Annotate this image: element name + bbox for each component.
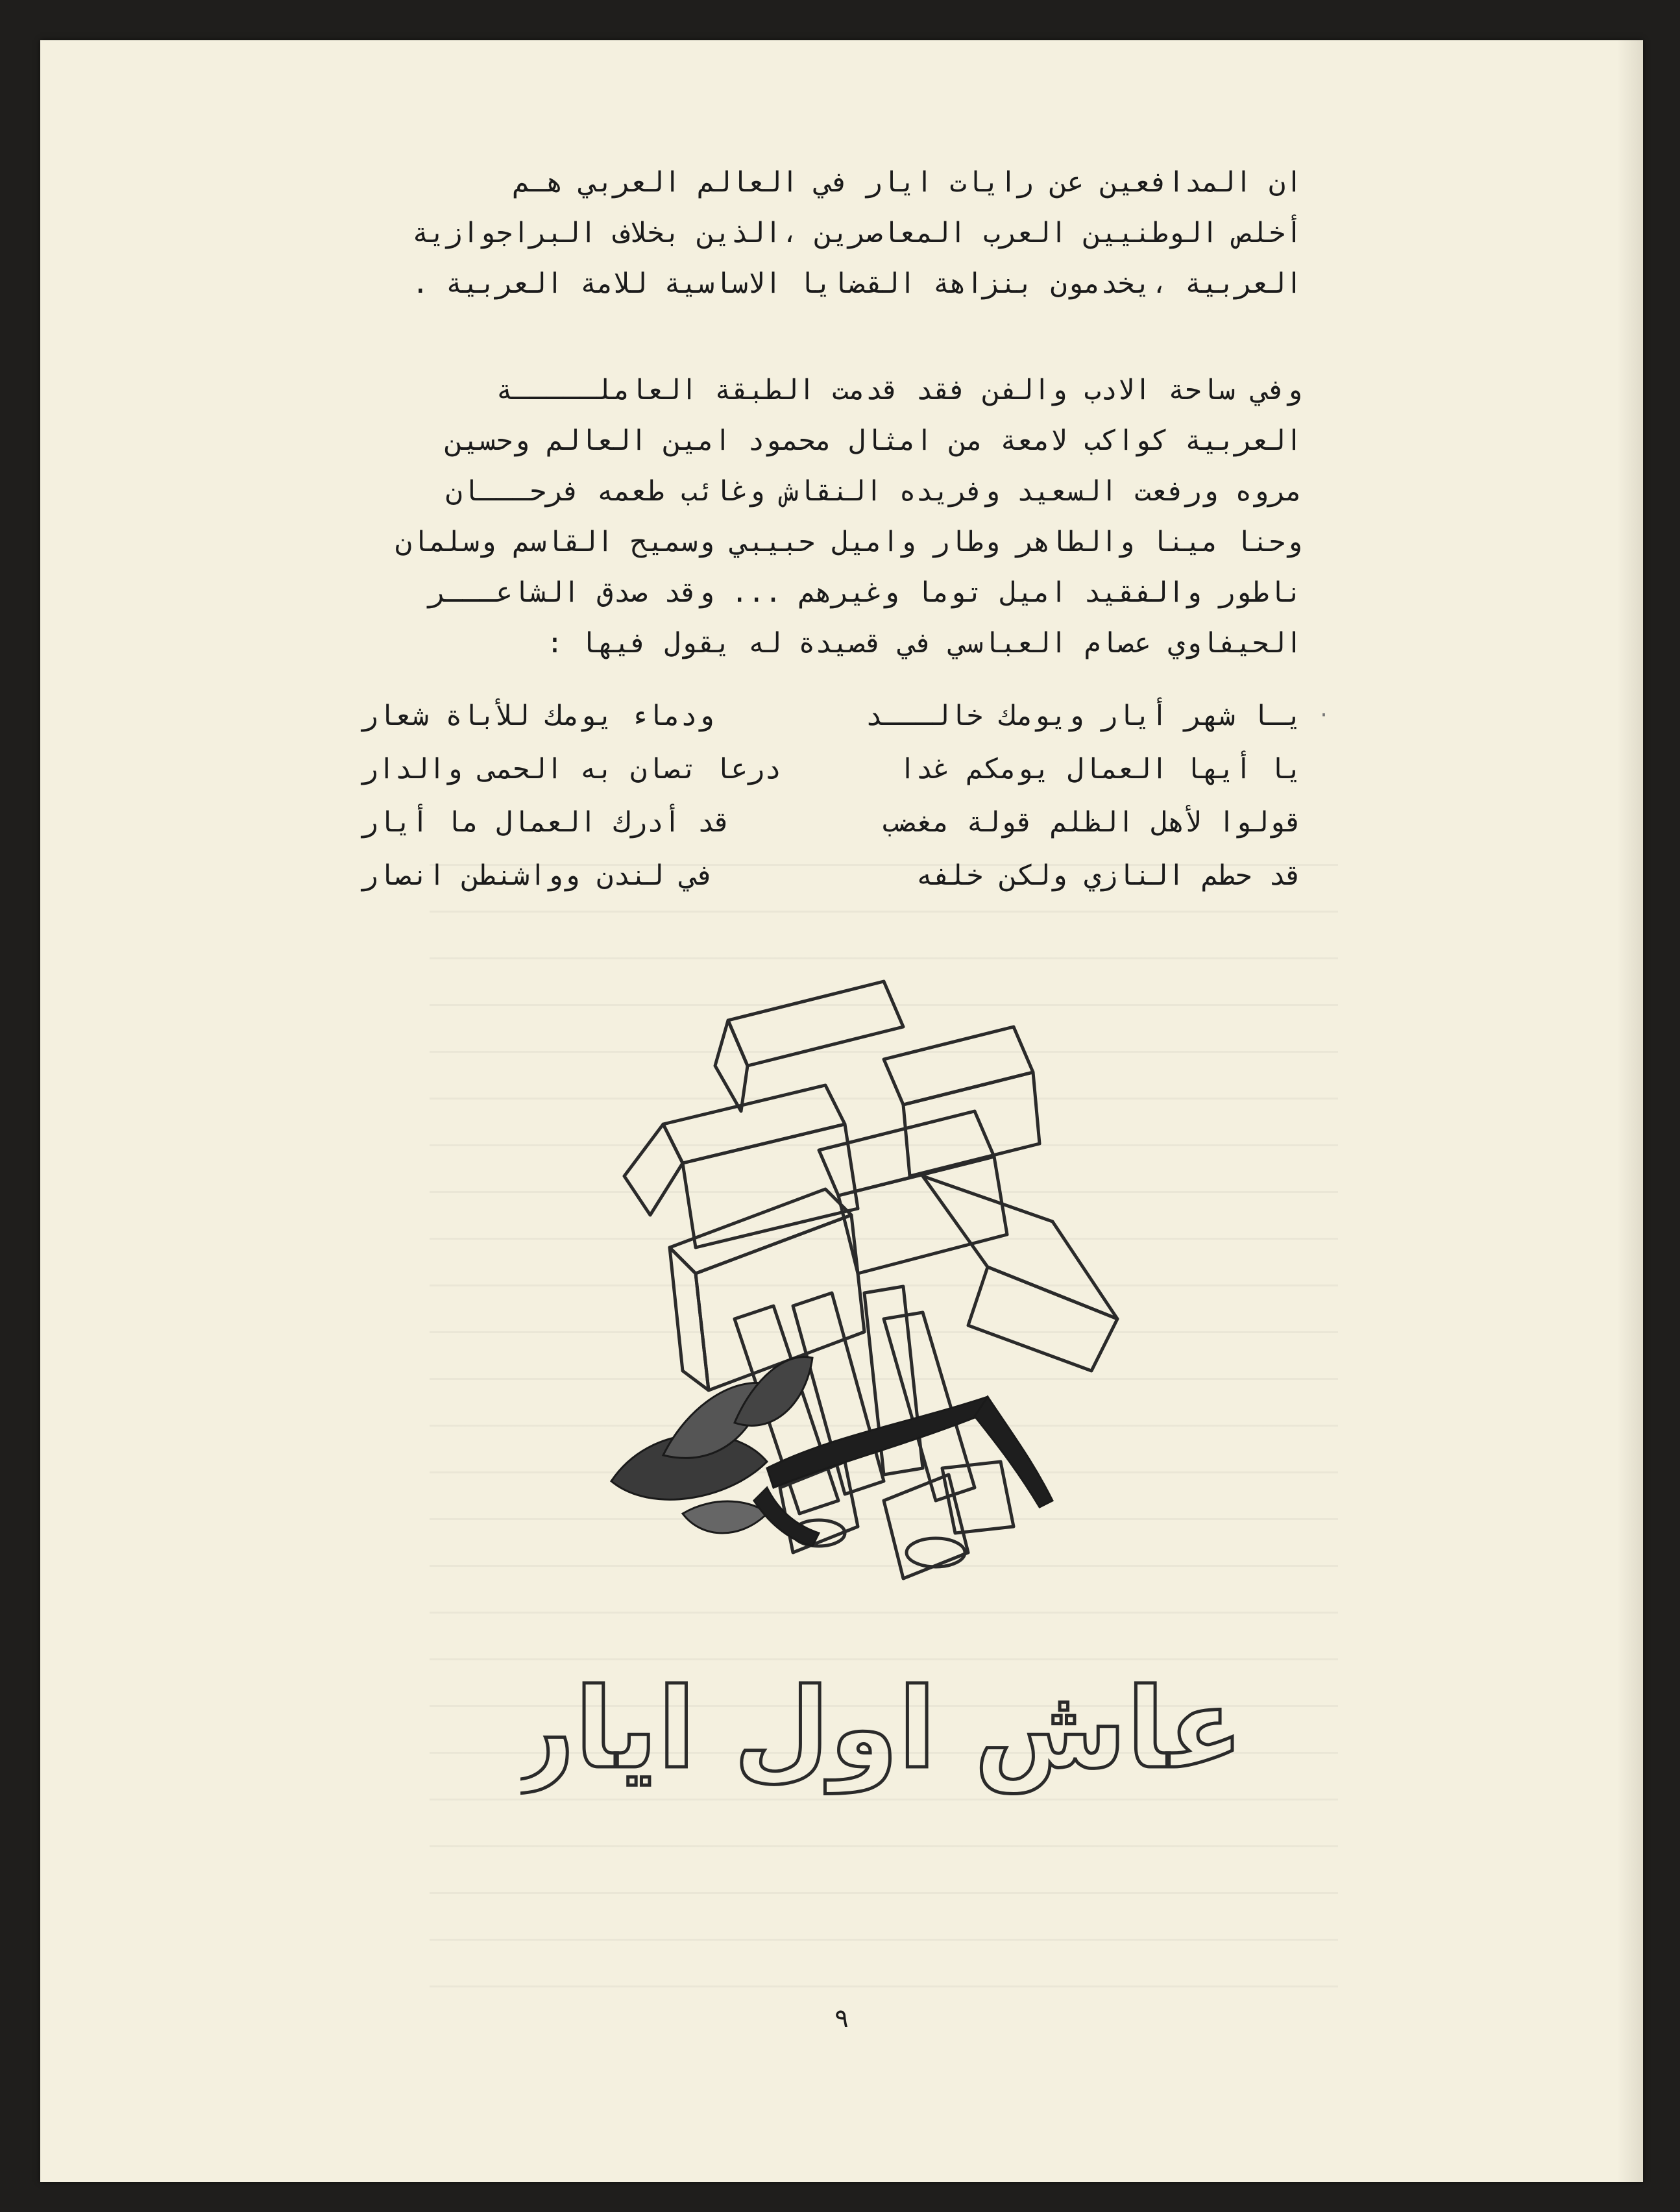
paragraph-line: الحيفاوي عصام العباسي في قصيدة له يقول فيها : — [546, 627, 1302, 659]
paragraph-1 — [361, 157, 1302, 309]
paragraph-line: ان المدافعين عن رايات ايار في العالم العربي هـم — [513, 166, 1302, 199]
paragraph-line: وفي ساحة الادب والفن فقد قدمت الطبقة العاملـــــة — [496, 374, 1302, 406]
paragraph-line: العربية ،يخدمون بنزاهة القضايا الاساسية للامة العربية . — [411, 267, 1302, 300]
paragraph-2 — [361, 365, 1302, 669]
bundle-of-scrolls-and-bricks-with-leaves-icon — [520, 929, 1234, 1838]
verse-first-hemistich: قولوا لأهل الظلم قولة مغضب — [882, 806, 1302, 839]
verse-first-hemistich: يـا شهر أيار ويومك خالـــد — [865, 700, 1302, 732]
verse-second-hemistich: في لندن وواشنطن انصار — [361, 859, 714, 892]
poem-verse — [361, 796, 1302, 849]
paragraph-line: وحنا مينا والطاهر وطار واميل حبيبي وسميح القاسم وسلمان — [395, 526, 1302, 558]
may-day-illustration — [520, 929, 1234, 1838]
verse-first-hemistich: يا أيها العمال يومكم غدا — [899, 753, 1302, 785]
document-page — [40, 40, 1643, 2182]
paragraph-line: أخلص الوطنيين العرب المعاصرين ،الذين بخلاف البراجوازية — [411, 217, 1302, 249]
caption-calligraphy: عاش اول ايار — [520, 1665, 1234, 1793]
verse-first-hemistich: قد حطم النازي ولكن خلفه — [916, 859, 1302, 892]
verse-second-hemistich: قد أدرك العمال ما أيار — [361, 806, 731, 839]
paragraph-line: ناطور والفقيد اميل توما وغيرهم ... وقد صدق الشاعـــر — [428, 576, 1302, 609]
poem-verse — [361, 743, 1302, 796]
verse-second-hemistich: درعا تصان به الحمى والدار — [361, 753, 782, 785]
margin-dot-icon: · — [1317, 704, 1330, 727]
paragraph-line: مروه ورفعت السعيد وفريده النقاش وغائب طعمه فرحـــان — [445, 475, 1302, 508]
poem-verse — [361, 849, 1302, 902]
paragraph-line: العربية كواكب لامعة من امثال محمود امين العالم وحسين — [445, 424, 1302, 457]
verse-second-hemistich: ودماء يومك للأباة شعار — [361, 700, 714, 732]
poem — [361, 689, 1330, 902]
page-number: ٩ — [834, 2004, 849, 2034]
poem-verse — [361, 689, 1330, 743]
